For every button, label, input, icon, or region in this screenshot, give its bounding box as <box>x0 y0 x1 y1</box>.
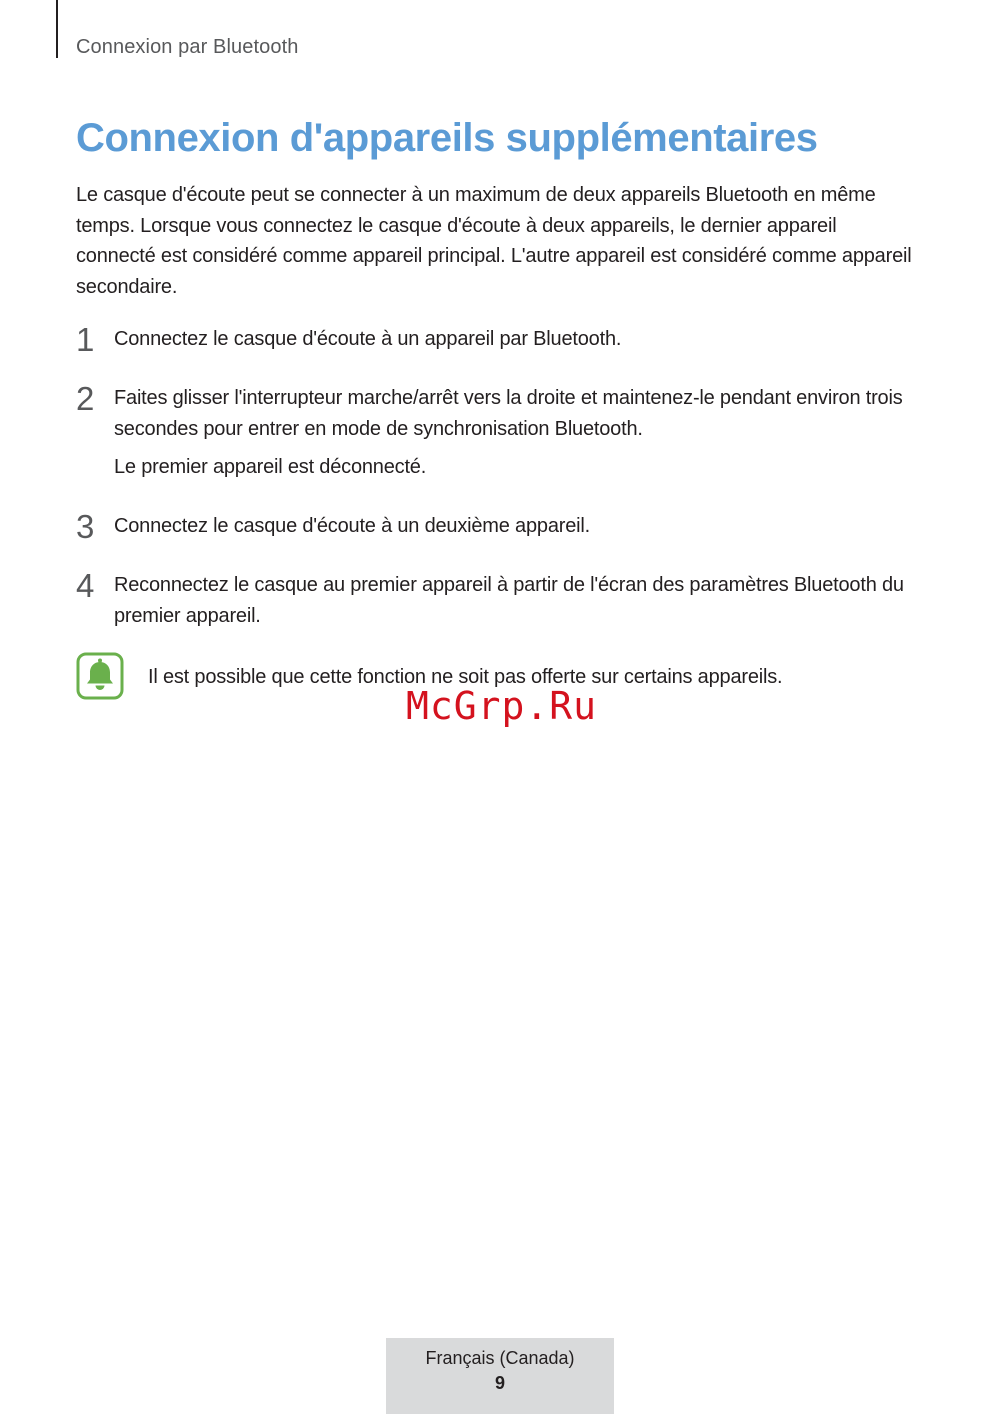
step-number: 4 <box>76 567 95 604</box>
step-2 <box>76 380 921 483</box>
bell-notice-icon <box>76 652 124 700</box>
footer-language: Français (Canada) <box>425 1348 575 1368</box>
step-number: 3 <box>76 508 95 545</box>
section-header: Connexion par Bluetooth <box>76 36 299 58</box>
page-footer <box>386 1338 614 1414</box>
page-number: 9 <box>494 1373 505 1393</box>
header-rule <box>56 0 58 58</box>
page-title: Connexion d'appareils supplémentaires <box>76 116 818 160</box>
step-text: Faites glisser l'interrupteur marche/arrêt vers la droite et maintenez-le pendant environ trois secondes pour entrer en mode de synchronisation Bluetooth. <box>114 387 903 440</box>
watermark: McGrp.Ru <box>406 684 598 728</box>
step-text: Reconnectez le casque au premier appareil à partir de l'écran des paramètres Bluetooth du premier appareil. <box>114 574 904 627</box>
step-text: Connectez le casque d'écoute à un deuxième appareil. <box>114 515 590 537</box>
step-1 <box>76 321 921 358</box>
step-text: Connectez le casque d'écoute à un appareil par Bluetooth. <box>114 328 622 350</box>
step-number: 2 <box>76 380 95 417</box>
note-text: Il est possible que cette fonction ne soit pas offerte sur certains appareils. <box>148 666 783 688</box>
step-3 <box>76 508 921 545</box>
step-4 <box>76 567 921 631</box>
step-result-text: Le premier appareil est déconnecté. <box>114 456 427 478</box>
intro-paragraph: Le casque d'écoute peut se connecter à un maximum de deux appareils Bluetooth en même temps. Lorsque vous connectez le casque d'écoute à deux appareils, le dernier appareil connecté est considéré comme appareil principal. L'autre appareil est considéré comme appareil secondaire. <box>76 184 912 298</box>
step-number: 1 <box>76 321 95 358</box>
